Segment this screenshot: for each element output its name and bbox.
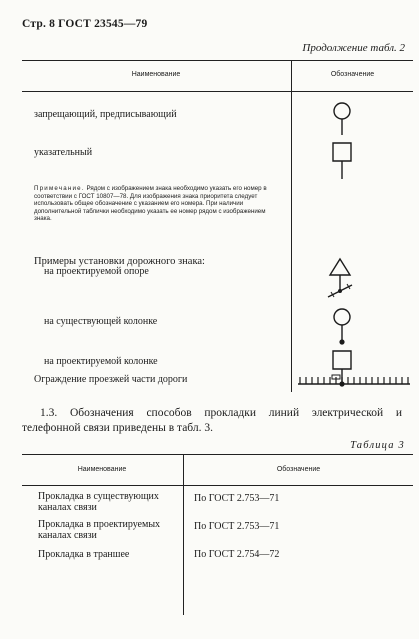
column-header-symbol: Обозначение: [330, 71, 375, 78]
examples-heading: Примеры установки дорожного знака:: [34, 256, 205, 267]
table-3-header: [22, 455, 413, 486]
example-label: на проектируемой опоре: [44, 266, 149, 277]
table-row-ref: По ГОСТ 2.754—72: [194, 549, 280, 560]
table-row-label: указательный: [34, 147, 93, 158]
table-3: [22, 454, 413, 615]
column-header-name: Наименование: [77, 466, 127, 473]
fence-row-label: Ограждение проезжей части дороги: [34, 374, 188, 385]
table-note: [34, 185, 284, 223]
note-heading: Примечание.: [34, 185, 85, 192]
column-divider: [183, 455, 184, 615]
table-row-name: Прокладка в проектируемых каналах связи: [38, 519, 161, 541]
example-label: на существующей колонке: [44, 316, 158, 327]
page-header: Стр. 8 ГОСТ 23545—79: [22, 18, 148, 30]
column-header-name: Наименование: [131, 71, 181, 78]
fence-hatch-icon: [298, 374, 410, 386]
circle-on-post-icon: [330, 101, 354, 137]
column-header-symbol: Обозначение: [276, 466, 321, 473]
table-row-ref: По ГОСТ 2.753—71: [194, 493, 280, 504]
section-paragraph: 1.3. Обозначения способов прокладки линий электрической и телефонной связи приведены в табл. 3.: [22, 407, 402, 434]
example-label: на проектируемой колонке: [44, 356, 158, 367]
table-row-ref: По ГОСТ 2.753—71: [194, 521, 280, 532]
triangle-on-support-icon: [322, 257, 358, 303]
table-3-label: Таблица 3: [350, 440, 405, 451]
table-continuation-label: Продолжение табл. 2: [302, 42, 405, 54]
column-divider: [291, 61, 292, 392]
table-2: [22, 60, 413, 392]
table-2-header: [22, 61, 413, 92]
note-text: Рядом с изображением знака необходимо указать его номер в соответствии с ГОСТ 10807—78. Для изображения знака приоритета следует использовать общее обозначение с указанием его номера. При наличии дополнительной таблички необходимо указать ее номер рядом с изображением знака.: [34, 185, 267, 223]
table-row-name: Прокладка в траншее: [38, 549, 130, 560]
square-on-post-icon: [330, 141, 354, 181]
table-row-label: запрещающий, предписывающий: [34, 109, 177, 120]
table-row-name: Прокладка в существующих каналах связи: [38, 491, 159, 513]
circle-on-column-icon: [330, 307, 354, 347]
